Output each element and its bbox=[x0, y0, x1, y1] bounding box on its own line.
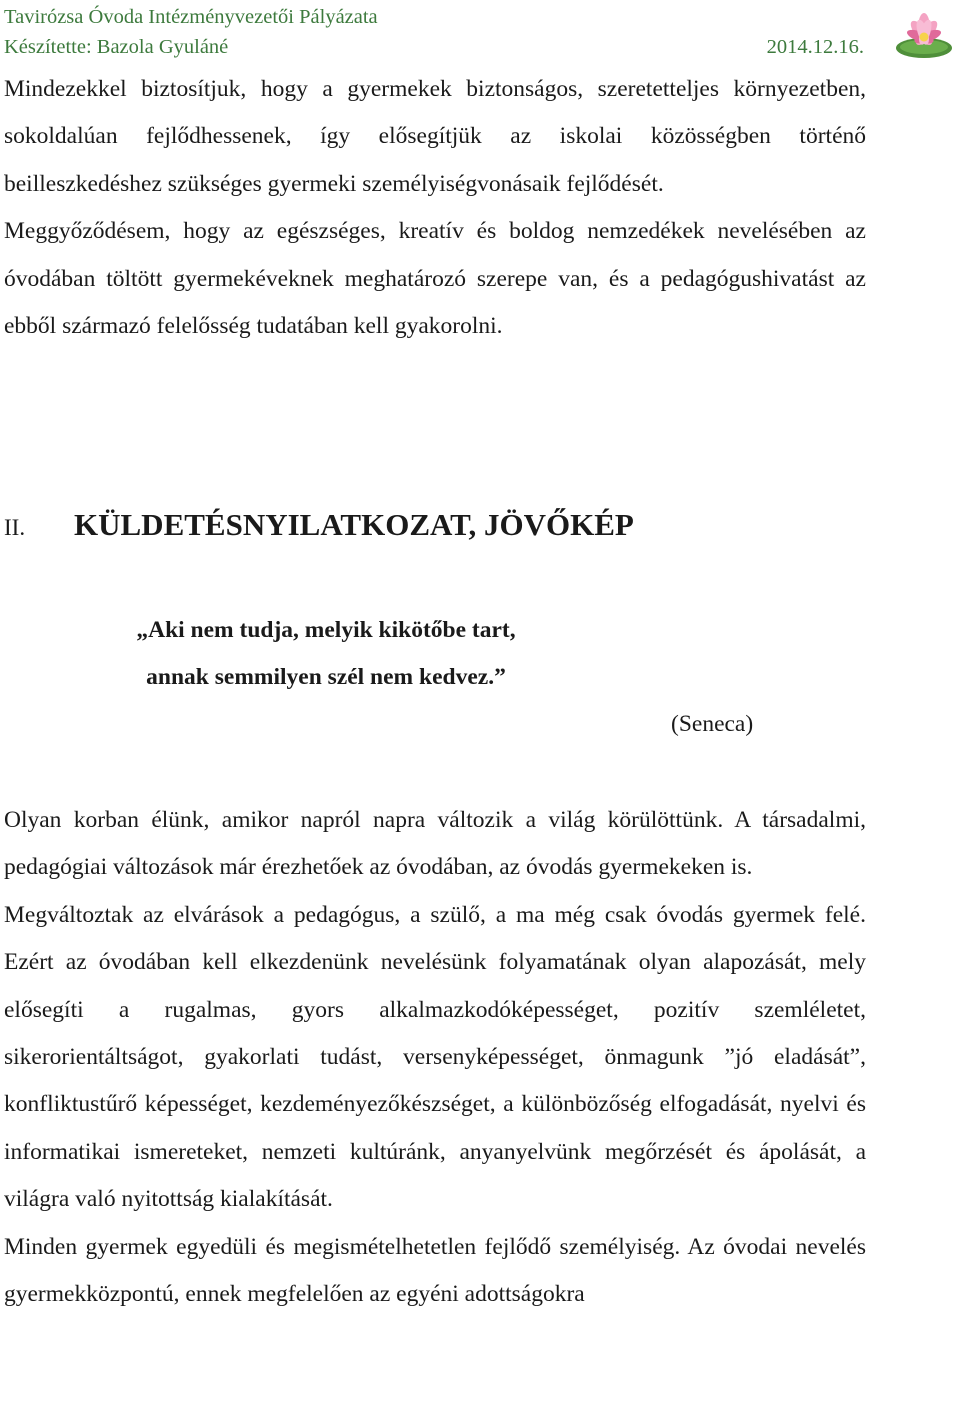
quote-line: „Aki nem tudja, melyik kikötőbe tart, bbox=[136, 617, 516, 643]
paragraph: Olyan korban élünk, amikor napról napra változik a világ körülöttünk. A társadalmi, pedagógiai változások már érezhetőek az óvodában, az óvodás gyermekeken is. bbox=[4, 807, 866, 881]
header-date: 2014.12.16. bbox=[766, 36, 864, 58]
paragraph: Mindezekkel biztosítjuk, hogy a gyermekek biztonságos, szeretetteljes környezetben, sokoldalúan fejlődhessenek, így elősegítjük az iskolai közösségben történő beilleszkedéshez szükséges gyermeki személyiségvonásaik fejlődését. bbox=[4, 76, 866, 197]
header-title-line bbox=[4, 2, 864, 32]
paragraph: Meggyőződésem, hogy az egészséges, kreatív és boldog nemzedékek nevelésében az óvodában töltött gyermekéveknek meghatározó szerepe van, és a pedagógushivatást az ebből származó felelősség tudatában kell gyakorolni. bbox=[4, 218, 866, 340]
bottom-text-block bbox=[4, 797, 866, 1318]
page-header bbox=[4, 2, 864, 62]
lily-center bbox=[920, 33, 929, 42]
quote bbox=[4, 607, 864, 702]
quote-line: annak semmilyen szél nem kedvez.” bbox=[146, 664, 506, 691]
section-title: KÜLDETÉSNYILATKOZAT, JÖVŐKÉP bbox=[74, 507, 634, 542]
header-author-line bbox=[4, 32, 864, 62]
paragraph: Minden gyermek egyedüli és megismételhetetlen fejlődő személyiség. Az óvodai nevelés gyermekközpontú, ennek megfelelően az egyéni adottságokra bbox=[4, 1233, 866, 1308]
paragraph: Megváltoztak az elvárások a pedagógus, a szülő, a ma még csak óvodás gyermek felé. Ezért az óvodában kell elkezdenünk nevelésünk folyamatának olyan alapozását, mely elősegíti a rugalmas, gyors alkalmazkodóképességet, pozitív szemléletet, sikerorientáltságot, gyakorlati tudást, versenyképességet, önmagunk ”jó eladását”, konfliktustűrő képességet, kezdeményezőkészséget, a különbözőség elfogadását, nyelvi és informatikai ismereteket, nemzeti kultúránk, anyanyelvünk megőrzését és ápolását, a világra való nyitottság kialakítását. bbox=[4, 901, 866, 1213]
top-text-block bbox=[4, 66, 866, 350]
section-heading bbox=[4, 502, 864, 551]
water-lily-icon bbox=[893, 8, 955, 60]
section-number: II. bbox=[4, 515, 26, 540]
quote-author: (Seneca) bbox=[671, 711, 754, 737]
header-title: Tavirózsa Óvoda Intézményvezetői Pályázata bbox=[4, 6, 378, 28]
header-author: Készítette: Bazola Gyuláné bbox=[4, 36, 229, 58]
